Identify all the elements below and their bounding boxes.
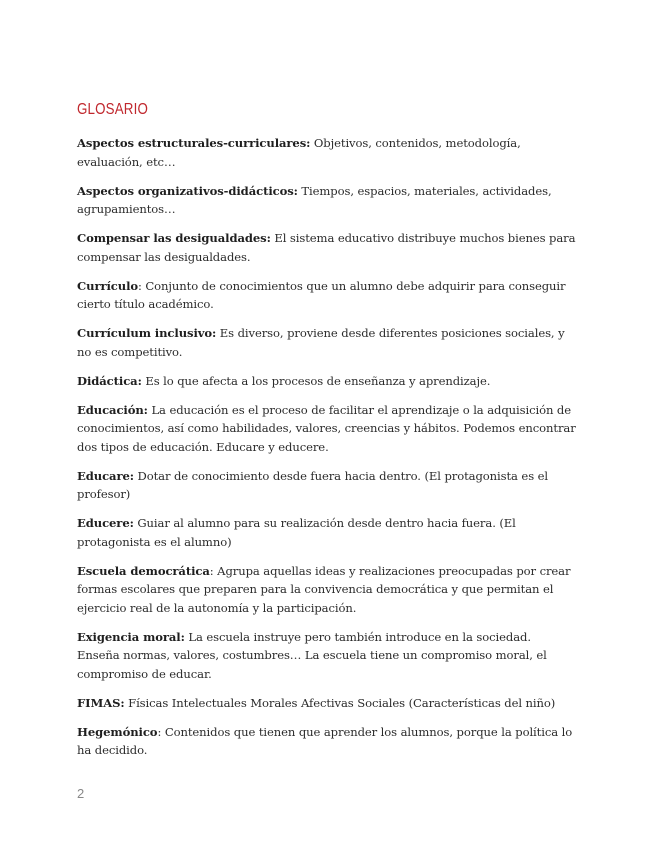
glossary-term: Compensar las desigualdades:: [77, 231, 271, 245]
glossary-entry: [77, 694, 577, 713]
glossary-term: Educere:: [77, 516, 134, 530]
glossary-entry: [77, 467, 577, 504]
glossary-entry: [77, 514, 577, 551]
glossary-definition: : Contenidos que tienen que aprender los alumnos, porque la política lo ha decidido.: [77, 724, 573, 757]
glossary-entry: [77, 182, 577, 219]
glossary-term: Escuela democrática: [77, 563, 210, 578]
glossary-definition: La educación es el proceso de facilitar el aprendizaje o la adquisición de conocimientos, así como habilidades, valores, creencias y hábitos. Podemos encontrar dos tipos de educación. Educare y educere.: [77, 402, 576, 454]
glossary-entry: [77, 324, 577, 361]
glossary-term: Hegemónico: [77, 724, 158, 739]
glossary-entry: [77, 723, 577, 760]
glossary-definition: : Agrupa aquellas ideas y realizaciones preocupadas por crear formas escolares que preparen para la convivencia democrática y que permitan el ejercicio real de la autonomía y la participación.: [77, 563, 571, 615]
glossary-list: [77, 134, 577, 770]
glossary-definition: El sistema educativo distribuye muchos bienes para compensar las desigualdades.: [77, 231, 576, 264]
glossary-entry: [77, 562, 577, 618]
glossary-entry: [77, 628, 577, 684]
glossary-definition: : Conjunto de conocimientos que un alumno debe adquirir para conseguir cierto título académico.: [77, 278, 566, 311]
glossary-entry: [77, 401, 577, 457]
glossary-entry: [77, 277, 577, 314]
glossary-term: Currículum inclusivo:: [77, 326, 217, 340]
glossary-definition: Guiar al alumno para su realización desde dentro hacia fuera. (El protagonista es el alumno): [77, 516, 516, 549]
glossary-definition: Es lo que afecta a los procesos de enseñanza y aprendizaje.: [141, 373, 491, 388]
page-number: 2: [77, 786, 85, 801]
glossary-definition: Dotar de conocimiento desde fuera hacia dentro. (El protagonista es el profesor): [77, 468, 549, 501]
glossary-term: Aspectos organizativos-didácticos:: [77, 183, 298, 198]
glossary-entry: [77, 229, 577, 266]
glossary-term: Educare:: [77, 468, 134, 483]
glossary-term: Exigencia moral:: [77, 629, 185, 644]
glossary-term: Aspectos estructurales-curriculares:: [77, 136, 311, 150]
glossary-definition: Físicas Intelectuales Morales Afectivas Sociales (Características del niño): [124, 695, 556, 710]
glossary-term: FIMAS:: [77, 695, 125, 710]
glossary-definition: Tiempos, espacios, materiales, actividades, agrupamientos…: [77, 183, 552, 216]
glossary-definition: La escuela instruye pero también introduce en la sociedad. Enseña normas, valores, costumbres… La escuela tiene un compromiso moral, el compromiso de educar.: [77, 629, 547, 681]
glossary-term: Educación:: [77, 402, 148, 417]
glossary-term: Currículo: [77, 278, 139, 293]
glossary-entry: [77, 134, 577, 171]
glossary-entry: [77, 372, 577, 391]
glossary-term: Didáctica:: [77, 373, 142, 388]
page-title: GLOSARIO: [77, 101, 149, 118]
glossary-definition: Es diverso, proviene desde diferentes posiciones sociales, y no es competitivo.: [77, 326, 565, 359]
glossary-definition: Objetivos, contenidos, metodología, evaluación, etc…: [77, 136, 521, 169]
